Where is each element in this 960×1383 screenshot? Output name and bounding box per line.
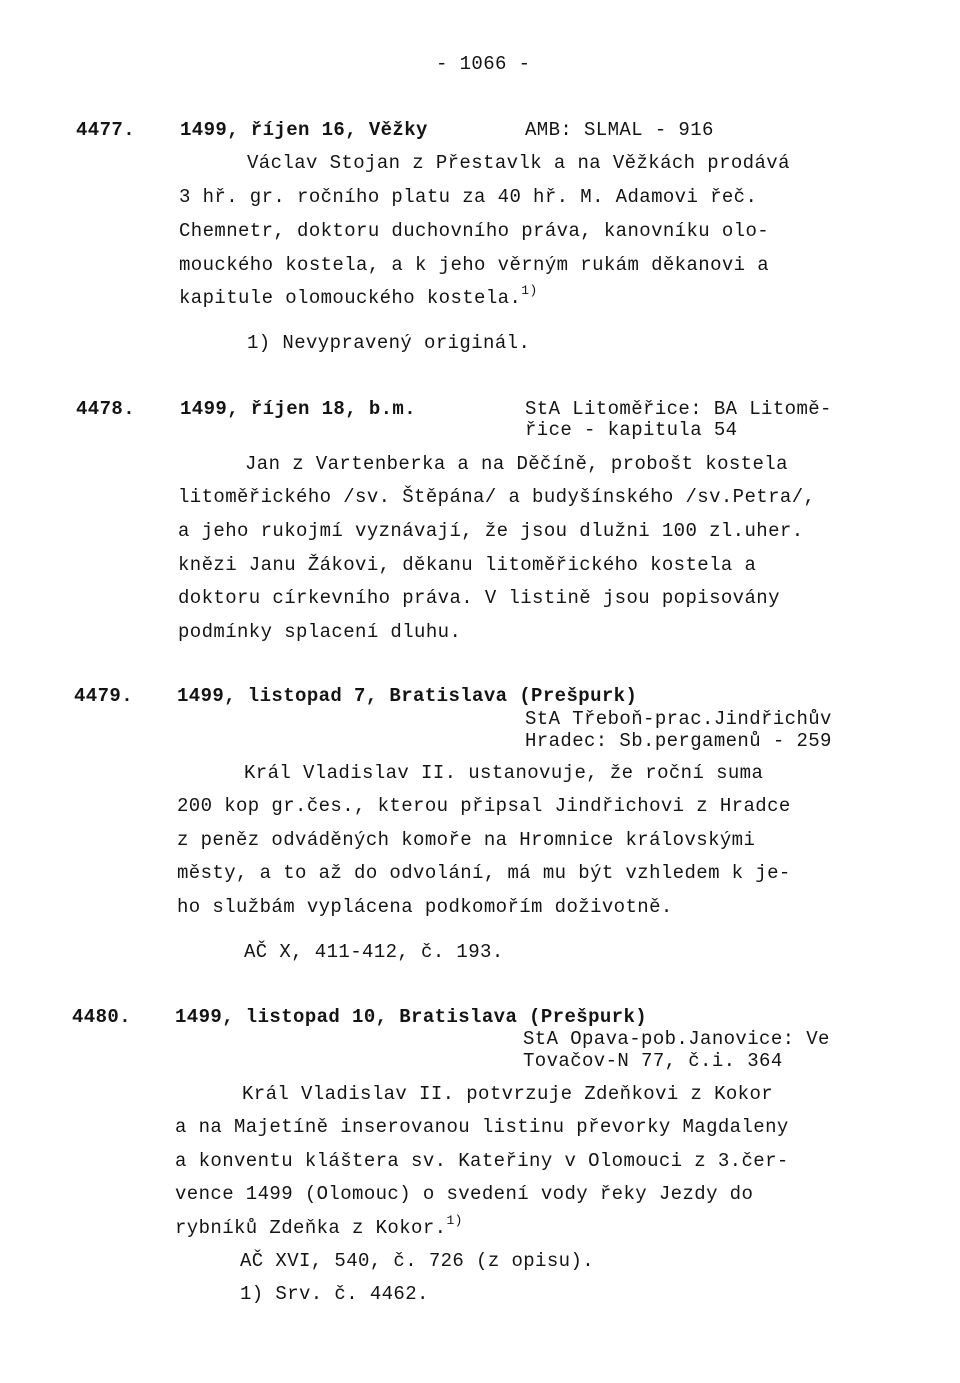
body-line: ho službám vyplácena podkomořím doživotně. <box>177 896 673 918</box>
entry-number: 4477. <box>76 119 136 141</box>
body-line: vence 1499 (Olomouc) o svedení vody řeky Jezdy do <box>175 1183 754 1205</box>
edition-reference: AČ XVI, 540, č. 726 (z opisu). <box>240 1250 595 1272</box>
body-line: Chemnetr, doktoru duchovního práva, kanovníku olo- <box>179 220 770 242</box>
body-line-with-footnote <box>179 283 538 309</box>
body-line: podmínky splacení dluhu. <box>178 621 462 643</box>
body-line: Král Vladislav II. potvrzuje Zdeňkovi z Kokor <box>242 1083 774 1105</box>
entry-number: 4478. <box>76 398 136 420</box>
footnote: 1) Nevypravený originál. <box>247 332 531 354</box>
body-line: knězi Janu Žákovi, děkanu litoměřického kostela a <box>178 554 757 576</box>
entry-number: 4479. <box>74 685 134 707</box>
entry-number: 4480. <box>72 1006 132 1028</box>
archive-reference: StA Litoměřice: BA Litomě- <box>525 398 832 420</box>
footnote-marker: 1) <box>446 1213 463 1228</box>
footnote-marker: 1) <box>521 283 538 298</box>
archive-reference: StA Třeboň-prac.Jindřichův <box>525 708 832 730</box>
entry-header: 1499, listopad 7, Bratislava (Prešpurk) <box>177 685 638 707</box>
archive-reference: Hradec: Sb.pergamenů - 259 <box>525 730 832 752</box>
body-line: mouckého kostela, a k jeho věrným rukám děkanovi a <box>179 254 770 276</box>
body-line: litoměřického /sv. Štěpána/ a budyšínského /sv.Petra/, <box>178 486 816 508</box>
body-line: 3 hř. gr. ročního platu za 40 hř. M. Adamovi řeč. <box>179 186 758 208</box>
archive-reference: Tovačov-N 77, č.i. 364 <box>523 1050 783 1072</box>
body-line: Václav Stojan z Přestavlk a na Věžkách prodává <box>247 152 790 174</box>
body-line: kapitule olomouckého kostela. <box>179 287 522 309</box>
body-line: 200 kop gr.čes., kterou připsal Jindřichovi z Hradce <box>177 795 791 817</box>
body-line: městy, a to až do odvolání, má mu být vzhledem k je- <box>177 862 791 884</box>
archive-reference: řice - kapitula 54 <box>525 419 738 441</box>
body-line: Jan z Vartenberka a na Děčíně, probošt kostela <box>245 453 788 475</box>
body-line: rybníků Zdeňka z Kokor. <box>175 1217 447 1239</box>
edition-reference: AČ X, 411-412, č. 193. <box>244 941 504 963</box>
body-line: z peněz odváděných komoře na Hromnice královskými <box>177 829 756 851</box>
entry-header: 1499, říjen 16, Věžky <box>180 119 428 141</box>
body-line-with-footnote <box>175 1213 463 1239</box>
entry-header: 1499, listopad 10, Bratislava (Prešpurk) <box>175 1006 648 1028</box>
body-line: Král Vladislav II. ustanovuje, že roční suma <box>244 762 764 784</box>
archive-reference: AMB: SLMAL - 916 <box>525 119 714 141</box>
body-line: a na Majetíně inserovanou listinu převorky Magdaleny <box>175 1116 789 1138</box>
entry-header: 1499, říjen 18, b.m. <box>180 398 417 420</box>
body-line: doktoru církevního práva. V listině jsou popisovány <box>178 587 780 609</box>
footnote: 1) Srv. č. 4462. <box>240 1283 429 1305</box>
archive-reference: StA Opava-pob.Janovice: Ve <box>523 1028 830 1050</box>
body-line: a konventu kláštera sv. Kateřiny v Olomouci z 3.čer- <box>175 1150 789 1172</box>
body-line: a jeho rukojmí vyznávají, že jsou dlužni 100 zl.uher. <box>178 520 804 542</box>
page-number: - 1066 - <box>436 53 531 75</box>
